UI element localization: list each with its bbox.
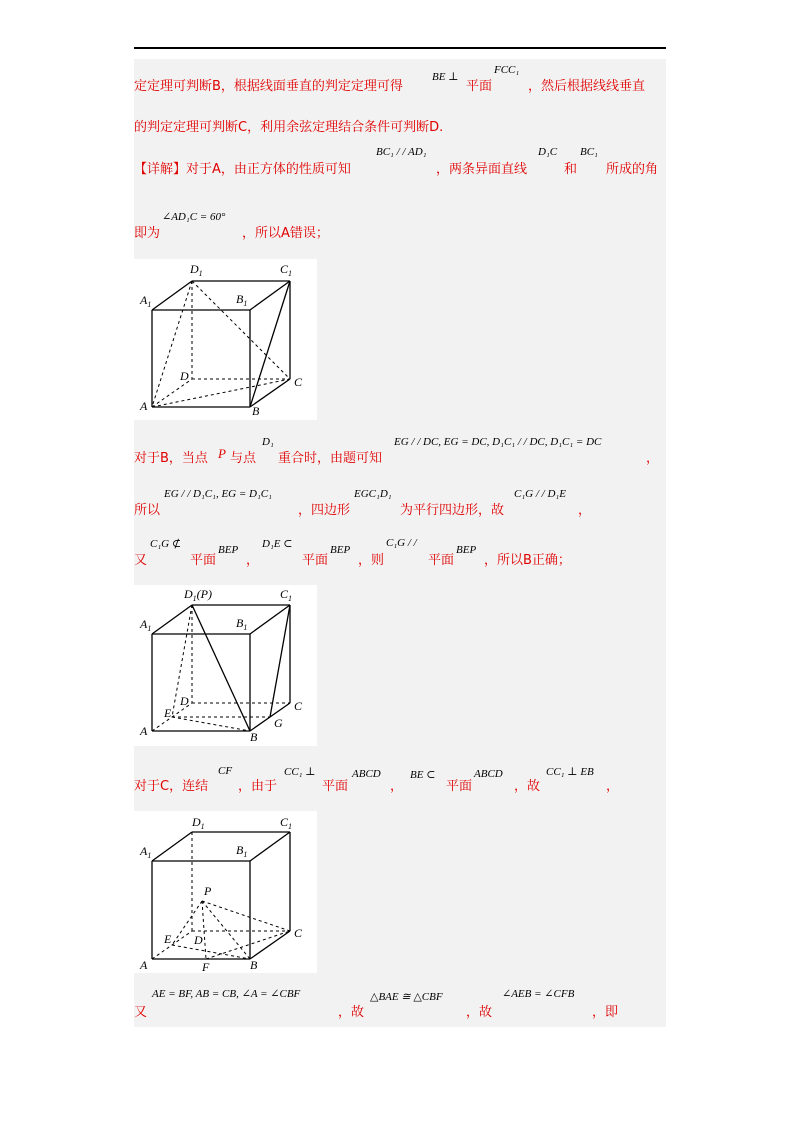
header-rule (134, 47, 666, 49)
math-expr: C₁G / / D₁E (514, 488, 566, 500)
math-expr: FCC₁ (494, 64, 520, 76)
math-expr: C₁G / / (386, 537, 417, 549)
label-E: E (164, 706, 172, 720)
label-D: D (180, 369, 189, 383)
label-B: B (252, 404, 260, 418)
label-A1: $A_1$ (140, 844, 152, 860)
text-line: 的判定定理可判断C，利用余弦定理结合条件可判断D. (134, 120, 444, 135)
text-line: 【详解】对于A，由正方体的性质可知 (134, 162, 351, 177)
math-expr: D₁C (538, 146, 558, 158)
math-expr: BE ⊥ (432, 71, 459, 83)
text-line: 平面 (446, 779, 473, 794)
text-line: ，由于 (238, 779, 278, 794)
label-C1: $C_1$ (280, 262, 293, 278)
text-line: ，然后根据线线垂直 (528, 79, 646, 94)
math-expr: CC₁ ⊥ (284, 766, 316, 778)
label-P: P (204, 884, 212, 898)
text-line: ， (390, 779, 404, 794)
text-line: ，两条异面直线 (436, 162, 528, 177)
label-D: D (180, 694, 189, 708)
text-line: ， (646, 451, 660, 466)
text-line: 所成的角 (606, 162, 659, 177)
label-A: A (140, 958, 148, 972)
math-expr: ABCD (474, 768, 503, 780)
text-line: ，即 (592, 1005, 619, 1020)
math-expr: C₁G ⊄ (150, 538, 182, 550)
text-line: 平面 (322, 779, 349, 794)
text-line: ，则 (358, 553, 385, 568)
math-expr: BEP (456, 544, 477, 556)
math-expr: D₁E ⊂ (262, 538, 293, 550)
text-line: 即为 (134, 226, 161, 241)
cube-figure-3 (134, 811, 317, 973)
text-line: 重合时，由题可知 (278, 451, 383, 466)
math-expr: CC₁ ⊥ EB (546, 766, 594, 778)
label-G: G (274, 716, 283, 730)
text-line: 对于C，连结 (134, 779, 209, 794)
math-expr: ∠AEB = ∠CFB (502, 988, 575, 1000)
label-C: C (294, 926, 303, 940)
text-line: ， (578, 503, 592, 518)
math-expr: ABCD (352, 768, 381, 780)
math-expr: ∠AD₁C = 60° (162, 211, 226, 223)
label-E: E (164, 932, 172, 946)
label-A1: $A_1$ (140, 293, 152, 309)
label-C1: $C_1$ (280, 587, 293, 603)
text-line: ，故 (466, 1005, 493, 1020)
math-expr: BE ⊂ (410, 769, 436, 781)
text-line: 又 (134, 553, 148, 568)
label-A: A (140, 399, 148, 413)
text-line: 平面 (190, 553, 217, 568)
math-expr: EG / / DC, EG = DC, D₁C₁ / / DC, D₁C₁ = DC (394, 436, 602, 448)
text-line: 平面 (302, 553, 329, 568)
label-A: A (140, 724, 148, 738)
text-line: ，故 (338, 1005, 365, 1020)
text-line: 又 (134, 1005, 148, 1020)
math-expr: P (218, 446, 226, 461)
math-expr: BEP (218, 544, 239, 556)
label-C: C (294, 375, 303, 389)
label-D1P: $D_1(P)$ (184, 587, 212, 603)
cube-figure-2 (134, 585, 317, 746)
text-line: 为平行四边形，故 (400, 503, 505, 518)
text-line: 所以 (134, 503, 161, 518)
text-line: ， (606, 779, 620, 794)
label-B1: $B_1$ (236, 616, 248, 632)
label-D: D (194, 933, 203, 947)
math-expr: EG / / D₁C₁, EG = D₁C₁ (164, 488, 272, 500)
math-expr: CF (218, 765, 233, 777)
text-line: 平面 (428, 553, 455, 568)
math-expr: △BAE ≅ △CBF (370, 991, 443, 1003)
text-line: ，所以A错误； (242, 226, 329, 241)
label-F: F (202, 960, 210, 973)
text-line: ，所以B正确； (484, 553, 571, 568)
text-line: 定定理可判断B，根据线面垂直的判定定理可得 (134, 79, 403, 94)
label-C1: $C_1$ (280, 815, 293, 831)
math-expr: BC₁ (580, 146, 598, 158)
math-expr: BC₁ / / AD₁ (376, 146, 427, 158)
math-expr: D₁ (262, 436, 274, 448)
label-A1: $A_1$ (140, 617, 152, 633)
text-line: 和 (564, 162, 578, 177)
text-line: ， (246, 553, 260, 568)
label-B: B (250, 730, 258, 744)
label-B: B (250, 958, 258, 972)
cube-figure-1 (134, 259, 317, 420)
label-D1: $D_1$ (192, 815, 205, 831)
text-line: ，故 (514, 779, 541, 794)
text-line: 平面 (466, 79, 493, 94)
label-D1: $D_1$ (190, 262, 203, 278)
math-expr: BEP (330, 544, 351, 556)
math-expr: EGC₁D₁ (354, 488, 392, 500)
label-B1: $B_1$ (236, 843, 248, 859)
label-C: C (294, 699, 303, 713)
label-B1: $B_1$ (236, 292, 248, 308)
math-expr: AE = BF, AB = CB, ∠A = ∠CBF (152, 988, 301, 1000)
text-line: 与点 (230, 451, 257, 466)
text-line: 对于B，当点 (134, 451, 208, 466)
text-line: ，四边形 (298, 503, 351, 518)
